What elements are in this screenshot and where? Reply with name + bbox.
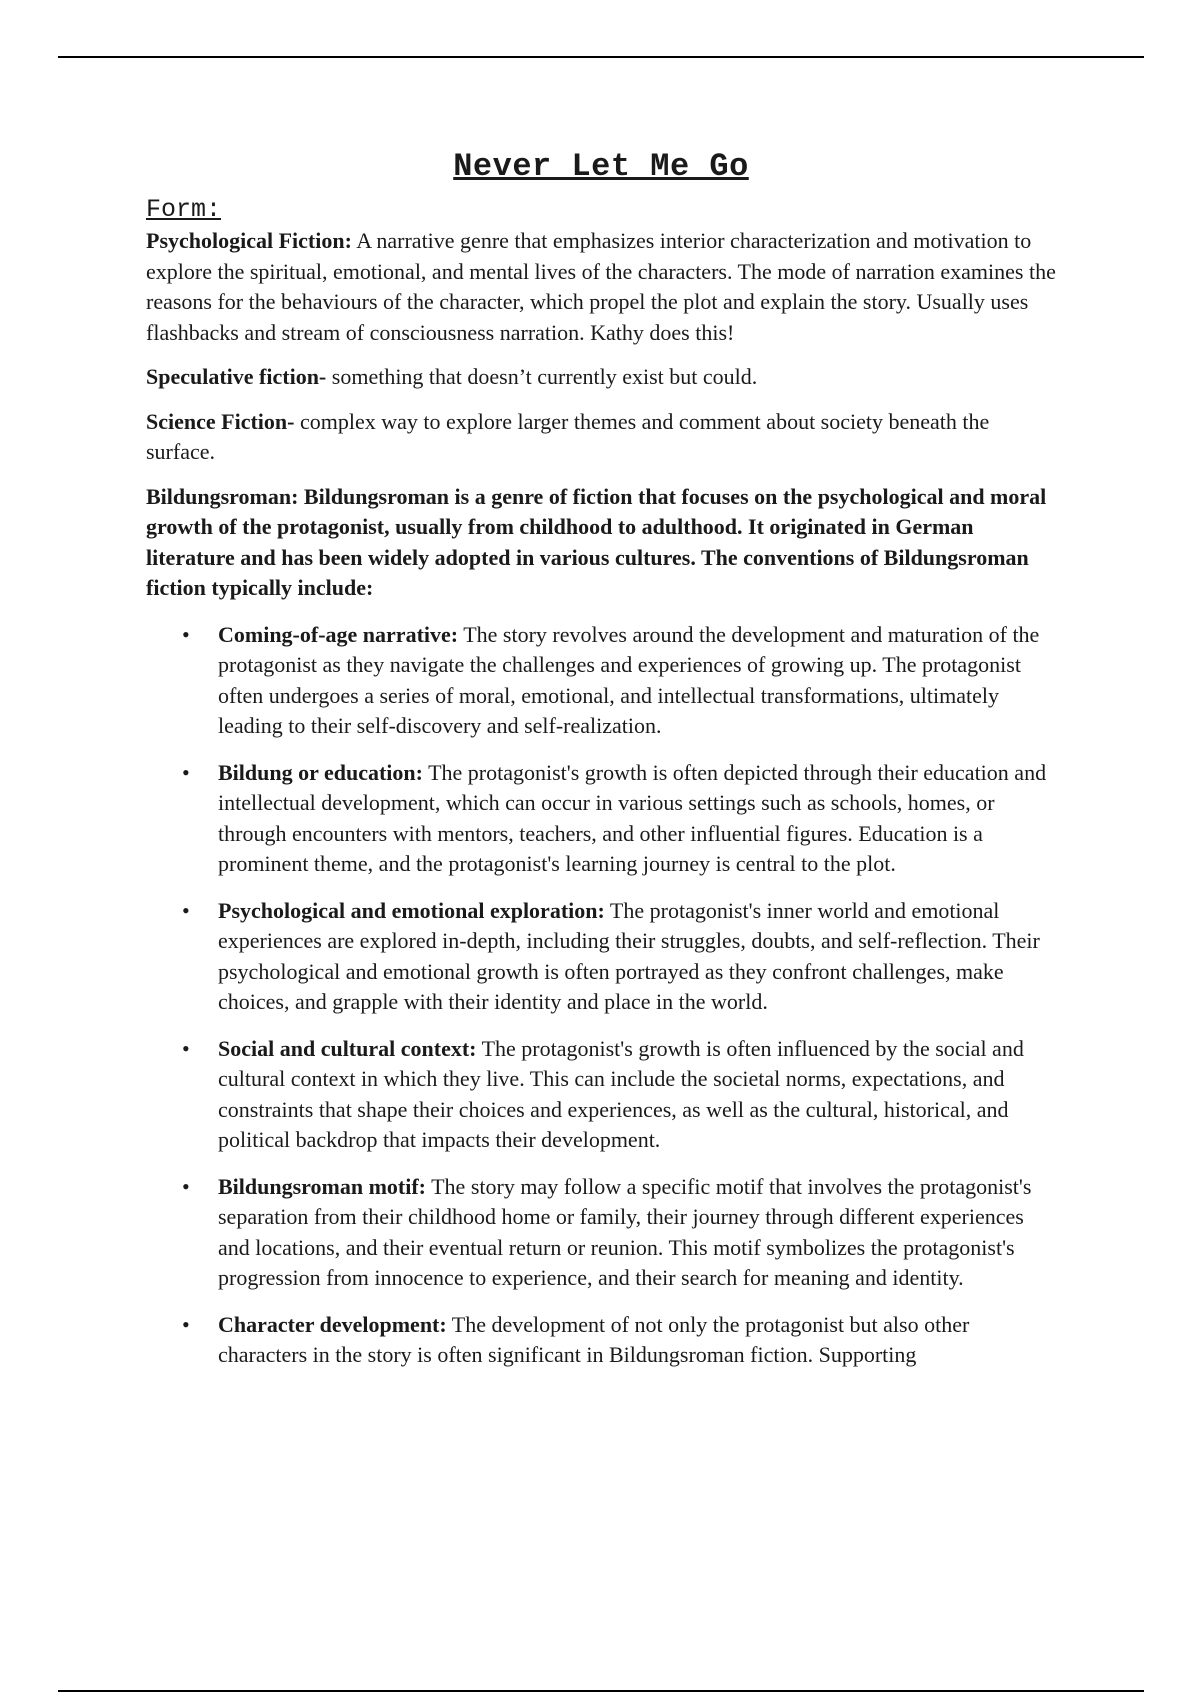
definition-text: The protagonist's growth is often influenced by the social and cultural context in which they live. This can include the societal norms, expectations, and constraints that shape their choices and experiences, as well as the cultural, historical, and political backdrop that impacts their development. (218, 1035, 1024, 1152)
definition-text: The story revolves around the development and maturation of the protagonist as they navigate the challenges and experiences of growing up. The protagonist often undergoes a series of moral, emotional, and intellectual transformations, ultimately leading to their self-discovery and self-realization. (218, 621, 1040, 738)
definition-text: The protagonist's inner world and emotional experiences are explored in-depth, including their struggles, doubts, and self-reflection. Their psychological and emotional growth is often portrayed as they confront challenges, make choices, and grapple with their identity and place in the world. (218, 897, 1040, 1014)
list-item (146, 620, 1056, 742)
paragraph-psychological-fiction (146, 226, 1056, 348)
section-heading-form: Form: (146, 195, 222, 224)
list-item (146, 1310, 1056, 1371)
bottom-rule (58, 1690, 1144, 1692)
bullet-icon: • (182, 1311, 190, 1337)
term-label: Character development: (218, 1311, 447, 1337)
term-label: Science Fiction- (146, 408, 295, 434)
list-item (146, 896, 1056, 1018)
list-item (146, 758, 1056, 880)
paragraph-speculative-fiction (146, 362, 1056, 393)
definition-text: The story may follow a specific motif that involves the protagonist's separation from their childhood home or family, their journey through different experiences and locations, and their eventual return or reunion. This motif symbolizes the protagonist's progression from innocence to experience, and their search for meaning and identity. (218, 1173, 1032, 1290)
bullet-icon: • (182, 1173, 190, 1199)
term-label: Speculative fiction- (146, 364, 327, 389)
definition-text: complex way to explore larger themes and comment about society beneath the surface. (146, 408, 990, 464)
conventions-list (146, 620, 1056, 1371)
bullet-icon: • (182, 1035, 190, 1061)
paragraph-bildungsroman-intro: Bildungsroman: Bildungsroman is a genre of fiction that focuses on the psychological and moral growth of the protagonist, usually from childhood to adulthood. It originated in German literature and has been widely adopted in various cultures. The conventions of Bildungsroman fiction typically include: (146, 483, 1047, 600)
paragraph-science-fiction (146, 407, 1056, 468)
term-label: Psychological and emotional exploration: (218, 897, 605, 923)
term-label: Bildung or education: (218, 759, 423, 785)
list-item (146, 1172, 1056, 1294)
definition-text: The protagonist's growth is often depicted through their education and intellectual development, which can occur in various settings such as schools, homes, or through encounters with mentors, teachers, and other influential figures. Education is a prominent theme, and the protagonist's learning journey is central to the plot. (218, 759, 1047, 876)
bullet-icon: • (182, 621, 190, 647)
top-rule (58, 56, 1144, 58)
definition-text: A narrative genre that emphasizes interior characterization and motivation to explore the spiritual, emotional, and mental lives of the characters. The mode of narration examines the reasons for the behaviours of the character, which propel the plot and explain the story. Usually uses flashbacks and stream of consciousness narration. Kathy does this! (146, 228, 1056, 345)
term-label: Coming-of-age narrative: (218, 621, 459, 647)
document-page (146, 148, 1056, 1387)
definition-text: something that doesn’t currently exist but could. (326, 364, 758, 389)
bullet-icon: • (182, 759, 190, 785)
term-label: Psychological Fiction: (146, 228, 352, 253)
term-label: Bildungsroman motif: (218, 1173, 427, 1199)
list-item (146, 1034, 1056, 1156)
bullet-icon: • (182, 897, 190, 923)
term-label: Social and cultural context: (218, 1035, 477, 1061)
document-title: Never Let Me Go (453, 148, 749, 185)
definition-text: The development of not only the protagonist but also other characters in the story is often significant in Bildungsroman fiction. Supporting (218, 1311, 970, 1367)
